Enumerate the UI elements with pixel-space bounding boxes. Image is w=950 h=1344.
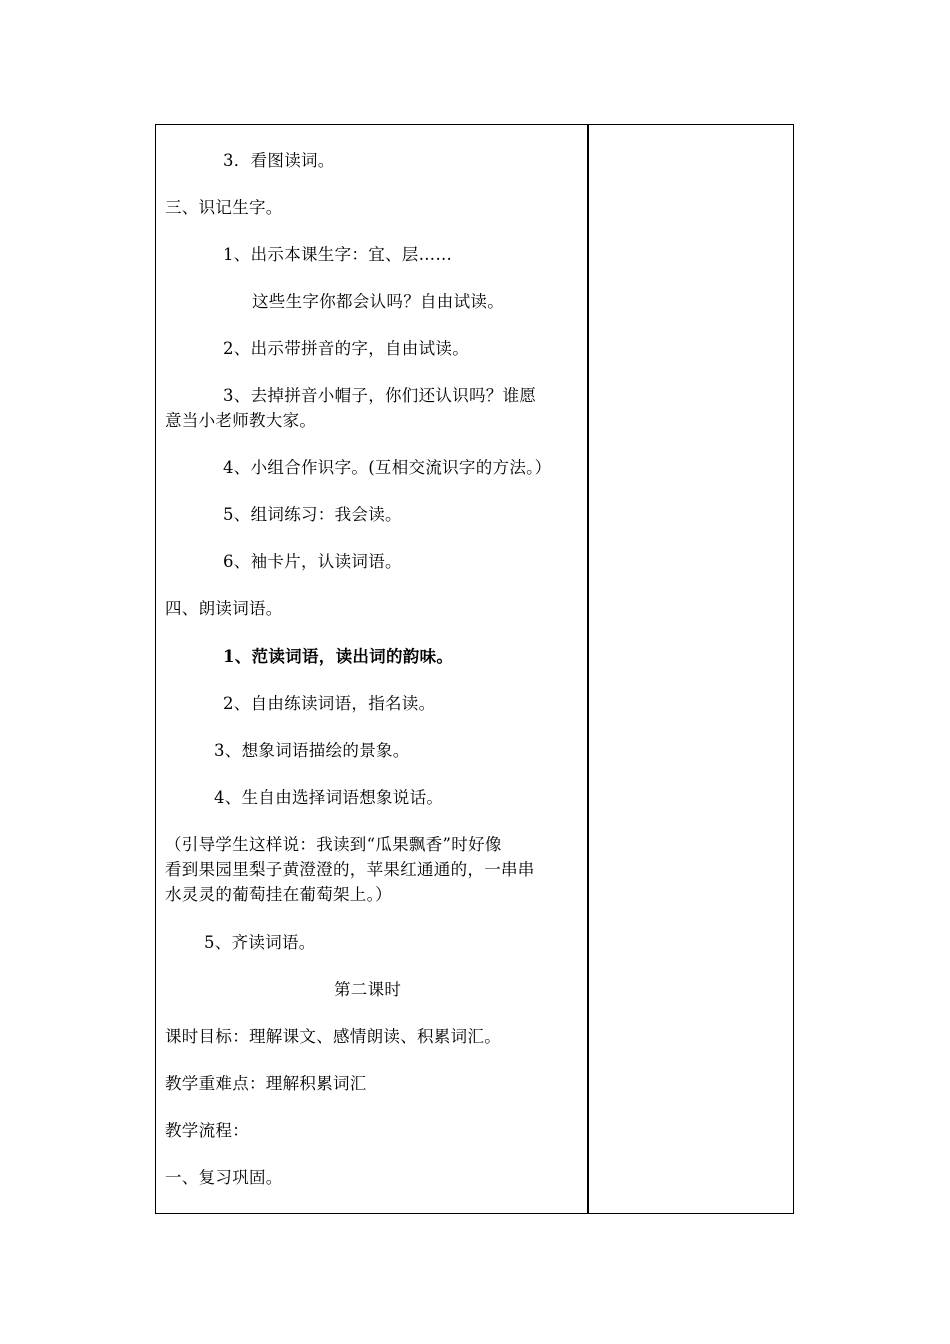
- lesson-subtitle: 第二课时: [334, 980, 402, 999]
- text-line: 这些生字你都会认吗？自由试读。: [252, 292, 504, 311]
- text-line: 2、自由练读词语，指名读。: [223, 694, 436, 713]
- text-line: 教学流程：: [165, 1121, 249, 1140]
- section-heading: 四、朗读词语。: [165, 599, 283, 618]
- text-line: 课时目标：理解课文、感情朗读、积累词汇。: [165, 1027, 501, 1046]
- text-line: （引导学生这样说：我读到“瓜果飘香”时好像: [165, 835, 502, 854]
- text-line: 6、袖卡片，认读词语。: [223, 552, 402, 571]
- text-line: 3．看图读词。: [223, 151, 335, 170]
- text-line: 1、出示本课生字：宜、层……: [223, 245, 453, 264]
- text-line-bold: 1、范读词语，读出词的韵味。: [223, 647, 454, 666]
- text-line: 意当小老师教大家。: [165, 411, 317, 430]
- text-line: 水灵灵的葡萄挂在葡萄架上。）: [165, 885, 392, 904]
- text-line: 3、想象词语描绘的景象。: [214, 741, 410, 760]
- text-line: 2、出示带拼音的字，自由试读。: [223, 339, 469, 358]
- text-line: 4、小组合作识字。(互相交流识字的方法。）: [223, 458, 552, 477]
- notes-cell: [588, 125, 793, 1213]
- section-heading: 一、复习巩固。: [165, 1168, 283, 1187]
- lesson-plan-table: [155, 124, 794, 1214]
- text-line: 5、组词练习：我会读。: [223, 505, 402, 524]
- text-line: 3、去掉拼音小帽子，你们还认识吗？谁愿: [223, 386, 537, 405]
- text-line: 教学重难点：理解积累词汇: [165, 1074, 367, 1093]
- section-heading: 三、识记生字。: [165, 198, 283, 217]
- text-line: 看到果园里梨子黄澄澄的，苹果红通通的，一串串: [165, 860, 535, 879]
- text-line: 5、齐读词语。: [204, 933, 316, 952]
- text-line: 4、生自由选择词语想象说话。: [214, 788, 444, 807]
- lesson-content-cell: [156, 125, 587, 1213]
